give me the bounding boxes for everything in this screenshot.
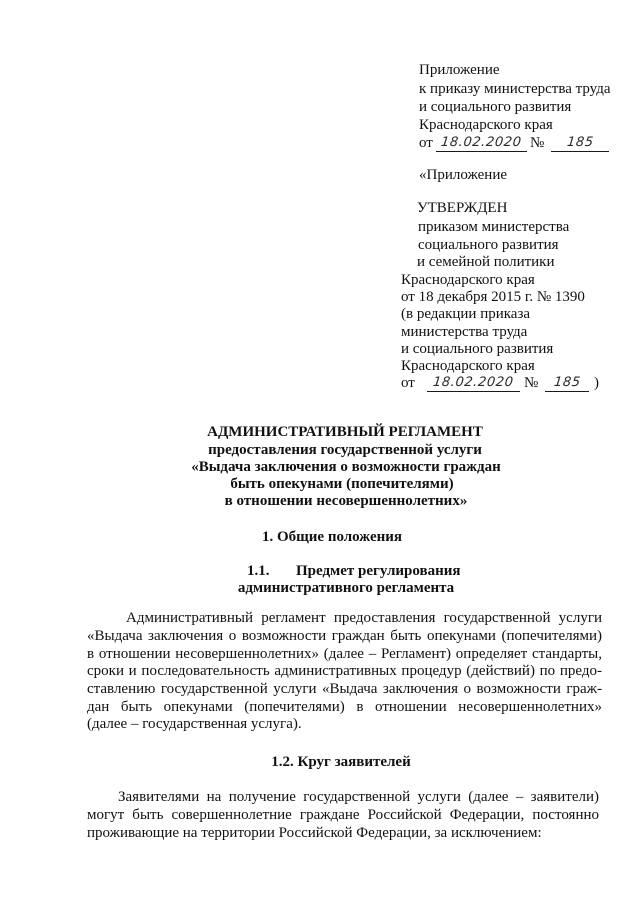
number-sign: № <box>524 375 539 391</box>
handwritten-number-field <box>545 374 589 392</box>
approval-line: социального развития <box>418 237 559 253</box>
date-prefix: от <box>401 375 415 391</box>
date-prefix: от <box>419 135 433 151</box>
approved-label: УТВЕРЖДЕН <box>417 200 508 216</box>
subsection-number: 1.1. <box>247 563 270 579</box>
paragraph-line: ставлению государственной услуги «Выдача заключения о возможности граж- <box>87 681 602 697</box>
subsection-title: административного регламента <box>237 580 455 596</box>
approval-line: и социального развития <box>401 341 554 357</box>
handwritten-number-field <box>551 134 609 152</box>
appendix-label: «Приложение <box>419 167 508 183</box>
handwritten-number: 185 <box>552 375 582 390</box>
handwritten-date: 18.02.2020 <box>440 135 523 150</box>
header-line: и социального развития <box>419 99 572 115</box>
approval-line: и семейной политики <box>417 254 555 270</box>
section-heading: 1. Общие положения <box>261 529 403 545</box>
approval-line: Краснодарского края <box>401 272 535 288</box>
handwritten-date-field <box>427 374 520 392</box>
paragraph-line: дан быть опекунами (попечителями) в отношении несовершеннолетних» <box>87 699 602 715</box>
title-line: «Выдача заключения о возможности граждан <box>191 459 501 475</box>
paragraph-line: могут быть совершеннолетние граждане Российской Федерации, постоянно <box>87 807 599 823</box>
handwritten-date-field <box>436 134 527 152</box>
title-line: в отношении несовершеннолетних» <box>224 493 468 509</box>
approval-line: от 18 декабря 2015 г. № 1390 <box>401 289 585 305</box>
header-line: Краснодарского края <box>419 117 553 133</box>
paragraph-line: сроки и последовательность административных процедур (действий) по предо- <box>87 663 602 679</box>
handwritten-number: 185 <box>565 135 595 150</box>
paragraph-line: Административный регламент предоставления государственной услуги <box>126 610 602 626</box>
paragraph-line: (далее – государственная услуга). <box>87 716 302 732</box>
approval-line: (в редакции приказа <box>401 306 531 322</box>
handwritten-date: 18.02.2020 <box>432 375 515 390</box>
approval-line: министерства труда <box>401 324 528 340</box>
title-line: быть опекунами (попечителями) <box>230 476 454 492</box>
number-sign: № <box>530 135 545 151</box>
approval-line: приказом министерства <box>418 219 570 235</box>
paragraph-line: «Выдача заключения о возможности граждан быть опекунами (попечителями) <box>87 628 602 644</box>
paragraph-line: Заявителями на получение государственной услуги (далее – заявители) <box>118 789 599 805</box>
subsection-heading: 1.2. Круг заявителей <box>271 754 411 770</box>
header-line: Приложение <box>419 62 500 78</box>
approval-date-line <box>401 374 611 392</box>
approval-line: Краснодарского края <box>401 358 535 374</box>
closing-parenthesis: ) <box>594 375 599 391</box>
title-line: предоставления государственной услуги <box>208 442 482 458</box>
document-title: АДМИНИСТРАТИВНЫЙ РЕГЛАМЕНТ <box>207 424 483 440</box>
paragraph-line: в отношении несовершеннолетних» (далее – Регламент) определяет стандарты, <box>87 646 602 662</box>
subsection-title: Предмет регулирования <box>296 563 461 579</box>
header-line: к приказу министерства труда <box>419 81 611 97</box>
paragraph-line: проживающие на территории Российской Федерации, за исключением: <box>87 825 542 841</box>
header-date-line <box>419 134 619 152</box>
